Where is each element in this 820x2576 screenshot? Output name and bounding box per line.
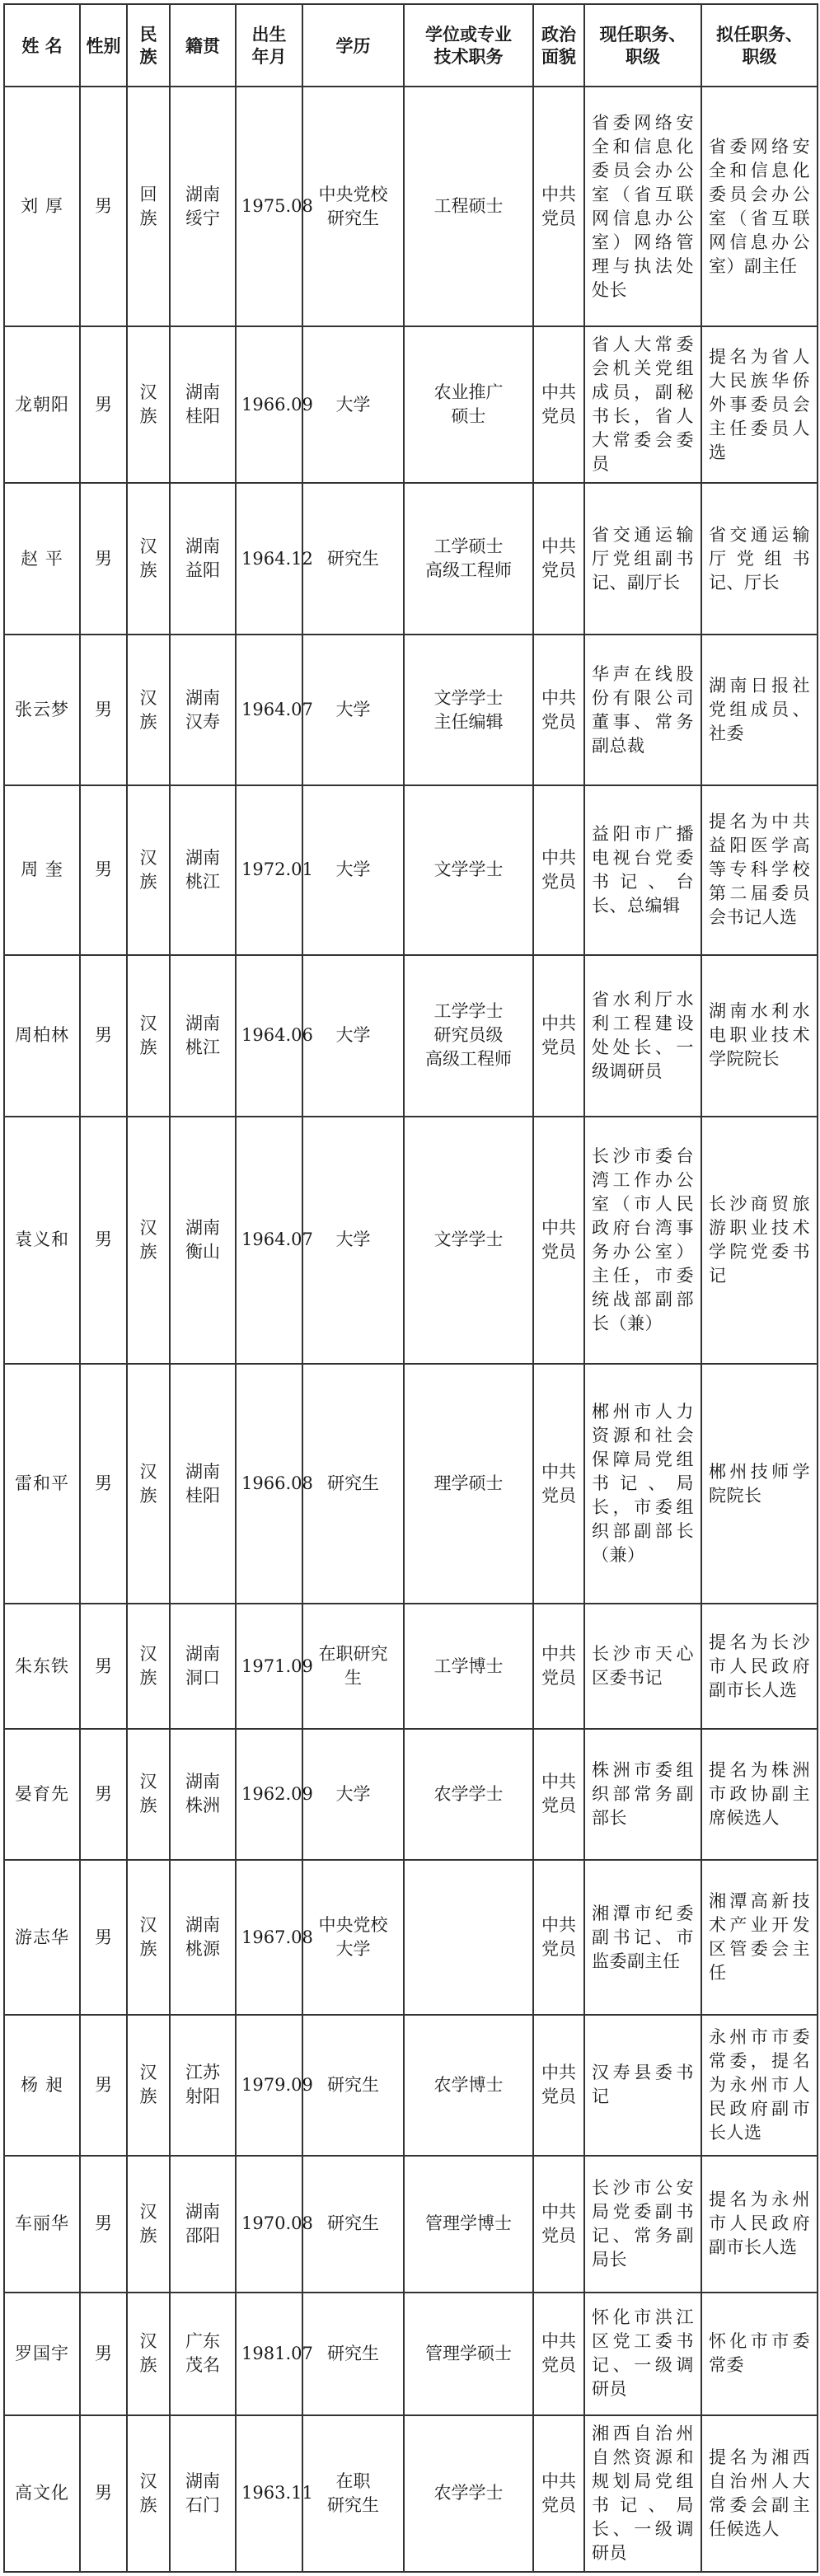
cell-origin: 广东 茂名 — [170, 2293, 236, 2415]
cell-proposed-post: 湖南日报社党组成员、社委 — [701, 635, 818, 786]
cell-origin: 湖南 桃江 — [170, 955, 236, 1117]
cell-education: 大学 — [302, 1117, 404, 1364]
cell-birth: 1964.07 — [236, 635, 302, 786]
cell-gender: 男 — [80, 1860, 127, 2015]
cell-party: 中共 党员 — [533, 2415, 584, 2572]
cell-party: 中共 党员 — [533, 2293, 584, 2415]
cell-degree — [404, 1860, 533, 2015]
cell-birth: 1971.09 — [236, 1604, 302, 1728]
cell-education: 在职 研究生 — [302, 2415, 404, 2572]
cell-birth: 1966.08 — [236, 1364, 302, 1604]
appointment-table — [3, 3, 818, 2573]
cell-gender: 男 — [80, 635, 127, 786]
cell-name: 雷和平 — [4, 1364, 80, 1604]
cell-current-post: 湘潭市纪委副书记、市监委副主任 — [584, 1860, 701, 2015]
cell-origin: 湖南 衡山 — [170, 1117, 236, 1364]
cell-current-post: 湘西自治州自然资源和规划局党组书记、局长、一级调研员 — [584, 2415, 701, 2572]
cell-birth: 1975.08 — [236, 87, 302, 326]
cell-ethnicity: 汉族 — [127, 955, 170, 1117]
cell-current-post: 省人大常委会机关党组成员，副秘书长，省人大常委会委员 — [584, 326, 701, 483]
cell-birth: 1979.09 — [236, 2015, 302, 2156]
cell-gender: 男 — [80, 2015, 127, 2156]
cell-party: 中共 党员 — [533, 2015, 584, 2156]
cell-origin: 湖南 桃源 — [170, 1860, 236, 2015]
cell-birth: 1967.08 — [236, 1860, 302, 2015]
cell-education: 中央党校 大学 — [302, 1860, 404, 2015]
header-proposed-post: 拟任职务、 职级 — [701, 4, 818, 87]
cell-origin: 湖南 石门 — [170, 2415, 236, 2572]
cell-ethnicity: 汉族 — [127, 1860, 170, 2015]
cell-name: 龙朝阳 — [4, 326, 80, 483]
cell-name: 张云梦 — [4, 635, 80, 786]
cell-degree: 管理学硕士 — [404, 2293, 533, 2415]
cell-current-post: 长沙市天心区委书记 — [584, 1604, 701, 1728]
cell-name: 朱东铁 — [4, 1604, 80, 1728]
cell-origin: 湖南 邵阳 — [170, 2156, 236, 2293]
cell-origin: 江苏 射阳 — [170, 2015, 236, 2156]
cell-ethnicity: 汉族 — [127, 1604, 170, 1728]
cell-proposed-post: 提名为永州市人民政府副市长人选 — [701, 2156, 818, 2293]
table-row — [4, 1729, 818, 1861]
cell-education: 在职研究 生 — [302, 1604, 404, 1728]
cell-gender: 男 — [80, 955, 127, 1117]
cell-degree: 文学学士 主任编辑 — [404, 635, 533, 786]
cell-birth: 1964.07 — [236, 1117, 302, 1364]
cell-origin: 湖南 株洲 — [170, 1729, 236, 1861]
header-gender: 性别 — [80, 4, 127, 87]
cell-current-post: 省委网络安全和信息化委员会办公室（省互联网信息办公室）网络管理与执法处处长 — [584, 87, 701, 326]
cell-party: 中共 党员 — [533, 635, 584, 786]
cell-degree: 文学学士 — [404, 785, 533, 954]
header-current-post: 现任职务、 职级 — [584, 4, 701, 87]
cell-proposed-post: 省委网络安全和信息化委员会办公室（省互联网信息办公室）副主任 — [701, 87, 818, 326]
cell-current-post: 怀化市洪江区党工委书记、一级调研员 — [584, 2293, 701, 2415]
cell-degree: 农学学士 — [404, 1729, 533, 1861]
cell-name: 刘 厚 — [4, 87, 80, 326]
cell-ethnicity: 汉族 — [127, 1729, 170, 1861]
cell-gender: 男 — [80, 2293, 127, 2415]
cell-ethnicity: 汉族 — [127, 2156, 170, 2293]
cell-gender: 男 — [80, 87, 127, 326]
header-origin: 籍贯 — [170, 4, 236, 87]
cell-proposed-post: 提名为株洲市政协副主席候选人 — [701, 1729, 818, 1861]
cell-ethnicity: 汉族 — [127, 2015, 170, 2156]
cell-current-post: 华声在线股份有限公司董事、常务副总裁 — [584, 635, 701, 786]
cell-proposed-post: 永州市市委常委，提名为永州市人民政府副市长人选 — [701, 2015, 818, 2156]
cell-birth: 1981.07 — [236, 2293, 302, 2415]
table-row — [4, 1604, 818, 1728]
cell-party: 中共 党员 — [533, 1860, 584, 2015]
cell-education: 大学 — [302, 326, 404, 483]
cell-current-post: 省交通运输厅党组副书记、副厅长 — [584, 483, 701, 635]
cell-proposed-post: 怀化市市委常委 — [701, 2293, 818, 2415]
cell-degree: 理学硕士 — [404, 1364, 533, 1604]
cell-name: 杨 昶 — [4, 2015, 80, 2156]
table-row — [4, 2415, 818, 2572]
cell-gender: 男 — [80, 1604, 127, 1728]
cell-education: 中央党校 研究生 — [302, 87, 404, 326]
cell-education: 研究生 — [302, 2015, 404, 2156]
cell-gender: 男 — [80, 326, 127, 483]
cell-ethnicity: 汉族 — [127, 635, 170, 786]
header-party: 政治 面貌 — [533, 4, 584, 87]
cell-gender: 男 — [80, 2415, 127, 2572]
table-row — [4, 87, 818, 326]
table-row — [4, 635, 818, 786]
cell-education: 研究生 — [302, 2293, 404, 2415]
table-row — [4, 2156, 818, 2293]
table-row — [4, 326, 818, 483]
cell-education: 大学 — [302, 955, 404, 1117]
table-row — [4, 785, 818, 954]
cell-proposed-post: 提名为长沙市人民政府副市长人选 — [701, 1604, 818, 1728]
cell-name: 赵 平 — [4, 483, 80, 635]
cell-origin: 湖南 桂阳 — [170, 1364, 236, 1604]
cell-party: 中共 党员 — [533, 1604, 584, 1728]
header-degree: 学位或专业 技术职务 — [404, 4, 533, 87]
cell-current-post: 省水利厅水利工程建设处处长、一级调研员 — [584, 955, 701, 1117]
cell-birth: 1966.09 — [236, 326, 302, 483]
cell-party: 中共 党员 — [533, 2156, 584, 2293]
cell-gender: 男 — [80, 483, 127, 635]
cell-current-post: 株洲市委组织部常务副部长 — [584, 1729, 701, 1861]
cell-birth: 1962.09 — [236, 1729, 302, 1861]
cell-gender: 男 — [80, 1364, 127, 1604]
cell-education: 大学 — [302, 785, 404, 954]
cell-name: 周 奎 — [4, 785, 80, 954]
cell-gender: 男 — [80, 2156, 127, 2293]
cell-origin: 湖南 汉寿 — [170, 635, 236, 786]
table-row — [4, 2015, 818, 2156]
cell-proposed-post: 郴州技师学院院长 — [701, 1364, 818, 1604]
header-row — [4, 4, 818, 87]
table-row — [4, 483, 818, 635]
cell-current-post: 郴州市人力资源和社会保障局党组书记、局长，市委组织部副部长（兼） — [584, 1364, 701, 1604]
cell-degree: 农业推广 硕士 — [404, 326, 533, 483]
cell-degree: 文学学士 — [404, 1117, 533, 1364]
cell-education: 研究生 — [302, 2156, 404, 2293]
cell-name: 袁义和 — [4, 1117, 80, 1364]
cell-education: 研究生 — [302, 483, 404, 635]
cell-name: 周柏林 — [4, 955, 80, 1117]
cell-proposed-post: 提名为湘西自治州人大常委会副主任候选人 — [701, 2415, 818, 2572]
cell-party: 中共 党员 — [533, 326, 584, 483]
header-ethnicity: 民族 — [127, 4, 170, 87]
cell-party: 中共 党员 — [533, 1729, 584, 1861]
cell-origin: 湖南 洞口 — [170, 1604, 236, 1728]
table-row — [4, 1117, 818, 1364]
cell-name: 游志华 — [4, 1860, 80, 2015]
cell-proposed-post: 湘潭高新技术产业开发区管委会主任 — [701, 1860, 818, 2015]
cell-ethnicity: 汉族 — [127, 326, 170, 483]
cell-proposed-post: 提名为中共益阳医学高等专科学校第二届委员会书记人选 — [701, 785, 818, 954]
cell-degree: 农学学士 — [404, 2415, 533, 2572]
cell-party: 中共 党员 — [533, 87, 584, 326]
cell-education: 大学 — [302, 635, 404, 786]
cell-current-post: 益阳市广播电视台党委书记、台长、总编辑 — [584, 785, 701, 954]
header-name: 姓 名 — [4, 4, 80, 87]
cell-party: 中共 党员 — [533, 955, 584, 1117]
cell-proposed-post: 长沙商贸旅游职业技术学院党委书记 — [701, 1117, 818, 1364]
cell-ethnicity: 汉族 — [127, 785, 170, 954]
cell-ethnicity: 汉族 — [127, 1364, 170, 1604]
cell-birth: 1963.11 — [236, 2415, 302, 2572]
header-birth: 出生 年月 — [236, 4, 302, 87]
cell-degree: 农学博士 — [404, 2015, 533, 2156]
cell-ethnicity: 汉族 — [127, 2293, 170, 2415]
cell-origin: 湖南 益阳 — [170, 483, 236, 635]
cell-ethnicity: 回族 — [127, 87, 170, 326]
table-row — [4, 1364, 818, 1604]
cell-gender: 男 — [80, 1729, 127, 1861]
cell-proposed-post: 湖南水利水电职业技术学院院长 — [701, 955, 818, 1117]
cell-birth: 1972.01 — [236, 785, 302, 954]
cell-education: 研究生 — [302, 1364, 404, 1604]
cell-party: 中共 党员 — [533, 1364, 584, 1604]
cell-current-post: 长沙市公安局党委副书记、常务副局长 — [584, 2156, 701, 2293]
cell-current-post: 长沙市委台湾工作办公室（市人民政府台湾事务办公室）主任，市委统战部副部长（兼） — [584, 1117, 701, 1364]
cell-degree: 工学博士 — [404, 1604, 533, 1728]
cell-ethnicity: 汉族 — [127, 483, 170, 635]
cell-name: 晏育先 — [4, 1729, 80, 1861]
cell-name: 高文化 — [4, 2415, 80, 2572]
table-row — [4, 2293, 818, 2415]
cell-education: 大学 — [302, 1729, 404, 1861]
cell-party: 中共 党员 — [533, 785, 584, 954]
cell-ethnicity: 汉族 — [127, 1117, 170, 1364]
cell-degree: 工程硕士 — [404, 87, 533, 326]
cell-current-post: 汉寿县委书记 — [584, 2015, 701, 2156]
cell-origin: 湖南 桃江 — [170, 785, 236, 954]
cell-birth: 1964.06 — [236, 955, 302, 1117]
table-row — [4, 1860, 818, 2015]
table-row — [4, 955, 818, 1117]
cell-degree: 工学学士 研究员级 高级工程师 — [404, 955, 533, 1117]
header-education: 学历 — [302, 4, 404, 87]
cell-degree: 工学硕士 高级工程师 — [404, 483, 533, 635]
cell-party: 中共 党员 — [533, 483, 584, 635]
cell-origin: 湖南 绥宁 — [170, 87, 236, 326]
cell-party: 中共 党员 — [533, 1117, 584, 1364]
cell-degree: 管理学博士 — [404, 2156, 533, 2293]
cell-proposed-post: 省交通运输厅党组书记、厅长 — [701, 483, 818, 635]
cell-ethnicity: 汉族 — [127, 2415, 170, 2572]
cell-origin: 湖南 桂阳 — [170, 326, 236, 483]
cell-gender: 男 — [80, 785, 127, 954]
cell-gender: 男 — [80, 1117, 127, 1364]
cell-birth: 1964.12 — [236, 483, 302, 635]
cell-name: 车丽华 — [4, 2156, 80, 2293]
cell-birth: 1970.08 — [236, 2156, 302, 2293]
cell-proposed-post: 提名为省人大民族华侨外事委员会主任委员人选 — [701, 326, 818, 483]
cell-name: 罗国宇 — [4, 2293, 80, 2415]
